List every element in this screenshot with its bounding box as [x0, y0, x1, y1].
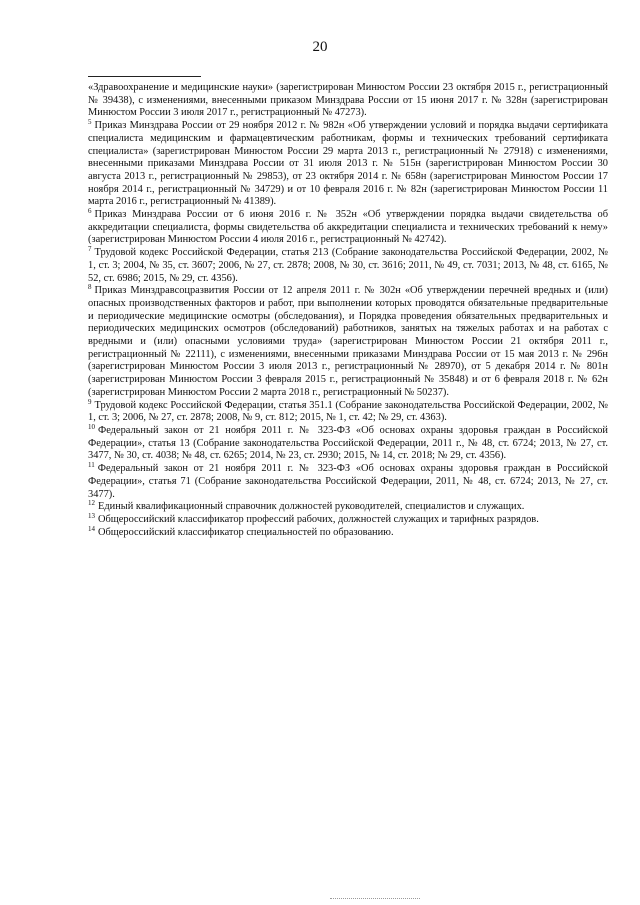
footnotes-block — [88, 82, 608, 539]
footnote-text: Федеральный закон от 21 ноября 2011 г. № 323-ФЗ «Об основах охраны здоровья граждан в Российской Федерации», статья 13 (Собрание законодательства Российской Федерации, 2011 г., № 48, ст. 6724; 2013, № 27, ст. 3477, № 30, ст. 4038; № 48, ст. 6265; 2014, № 23, ст. 2930; 2015, № 14, ст. 2018; № 29, ст. 4356). — [88, 424, 608, 462]
footnote-text: Приказ Минздрава России от 29 ноября 2012 г. № 982н «Об утверждении условий и порядка выдачи сертификата специалиста медицинским и фармацевтическим работникам, формы и технических требований сертификата специалиста» (зарегистрирован Минюстом России 29 марта 2013 г., регистрационный № 27918) с изменениями, внесенными приказами Минздрава России от 31 июля 2013 г. № 515н (зарегистрирован Минюстом России 30 августа 2013 г., регистрационный № 29853), от 23 октября 2014 г. № 658н (зарегистрирован Минюстом России 17 ноября 2014 г., регистрационный № 34729) и от 10 февраля 2016 г. № 82н (зарегистрирован Минюстом России 11 марта 2016 г., регистрационный № 41389). — [88, 120, 608, 208]
footnote-marker: 7 — [88, 245, 92, 254]
footnote-10 — [88, 422, 608, 463]
footnote-marker: 6 — [88, 207, 92, 216]
footnote-text: Единый квалификационный справочник должностей руководителей, специалистов и служащих. — [98, 501, 525, 513]
footnote-text: Общероссийский классификатор профессий рабочих, должностей служащих и тарифных разрядов. — [98, 513, 539, 525]
footnote-13 — [88, 511, 608, 527]
footnote-text: Трудовой кодекс Российской Федерации, статья 351.1 (Собрание законодательства Российской Федерации, 2002, № 1, ст. 3; 2006, № 27, ст. 2878; 2008, № 9, ст. 812; 2015, № 1, ст. 42; № 29, ст. 4363). — [88, 399, 608, 424]
footnote-marker: 8 — [88, 283, 92, 292]
footnote-text: Общероссийский классификатор специальностей по образованию. — [98, 526, 394, 538]
footnote-marker: 10 — [88, 422, 95, 431]
footnote-6 — [88, 209, 608, 247]
footnote-marker: 14 — [88, 524, 95, 533]
footnote-5 — [88, 120, 608, 209]
footnote-text: Трудовой кодекс Российской Федерации, статья 213 (Собрание законодательства Российской Федерации, 2002, № 1, ст. 3; 2004, № 35, ст. 3607; 2006, № 27, ст. 2878; 2008, № 30, ст. 3616; 2011, № 49, ст. 7031; 2013, № 48, ст. 6165, № 52, ст. 6986; 2015, № 29, ст. 4356). — [88, 247, 608, 284]
footnote-marker: 9 — [88, 397, 92, 406]
footnote-marker: 11 — [88, 461, 95, 470]
page-number: 20 — [312, 39, 328, 55]
footnote-separator — [88, 76, 201, 77]
footnote-9 — [88, 397, 608, 425]
footnote-text: Федеральный закон от 21 ноября 2011 г. № 323-ФЗ «Об основах охраны здоровья граждан в Российской Федерации», статья 71 (Собрание законодательства Российской Федерации, 2011, № 48, ст. 6724; 2013, № 27, ст. 3477). — [88, 463, 608, 500]
footnote-text: Приказ Минздравсоцразвития России от 12 апреля 2011 г. № 302н «Об утверждении перечней вредных и (или) опасных производственных факторов и работ, при выполнении которых проводятся обязательные предварительные и периодические медицинские осмотры (обследования), и Порядка проведения обязательных предварительных и периодических медицинских осмотров (обследований) работников, занятых на тяжелых работах и на работах с вредными и (или) опасными условиями труда» (зарегистрирован Минюстом России 21 октября 2011 г., регистрационный № 22111), с изменениями, внесенными приказами Минздрава России от 15 мая 2013 г. № 296н (зарегистрирован Минюстом России 3 июля 2013 г., регистрационный № 28970), от 5 декабря 2014 г. № 801н (зарегистрирован Минюстом России 3 февраля 2015 г., регистрационный № 35848) и от 6 февраля 2018 г. № 62н (зарегистрирован Минюстом России 2 марта 2018 г., регистрационный № 50237). — [88, 285, 608, 398]
footnote-marker: 5 — [88, 118, 92, 127]
footnote-text: Приказ Минздрава России от 6 июня 2016 г. № 352н «Об утверждении порядка выдачи свидетельства об аккредитации специалиста, формы свидетельства об аккредитации специалиста и технических требований к нему» (зарегистрирован Минюстом России 4 июля 2016 г., регистрационный № 42742). — [88, 209, 608, 246]
footnote-8 — [88, 285, 608, 399]
footnote-11 — [88, 463, 608, 501]
footnote-12 — [88, 501, 608, 514]
footnote-7 — [88, 247, 608, 285]
footnote-14 — [88, 524, 608, 540]
footnote-marker: 12 — [88, 499, 95, 508]
footnote-text: «Здравоохранение и медицинские науки» (зарегистрирован Минюстом России 23 октября 2015 г., регистрационный № 39438), с изменениями, внесенными приказом Минздрава России от 15 июня 2017 г. № 328н (зарегистрирован Минюстом России 3 июля 2017 г., регистрационный № 47273). — [88, 82, 608, 119]
scan-artifact — [330, 898, 420, 903]
footnote-continuation — [88, 82, 608, 120]
footnote-marker: 13 — [88, 511, 95, 520]
